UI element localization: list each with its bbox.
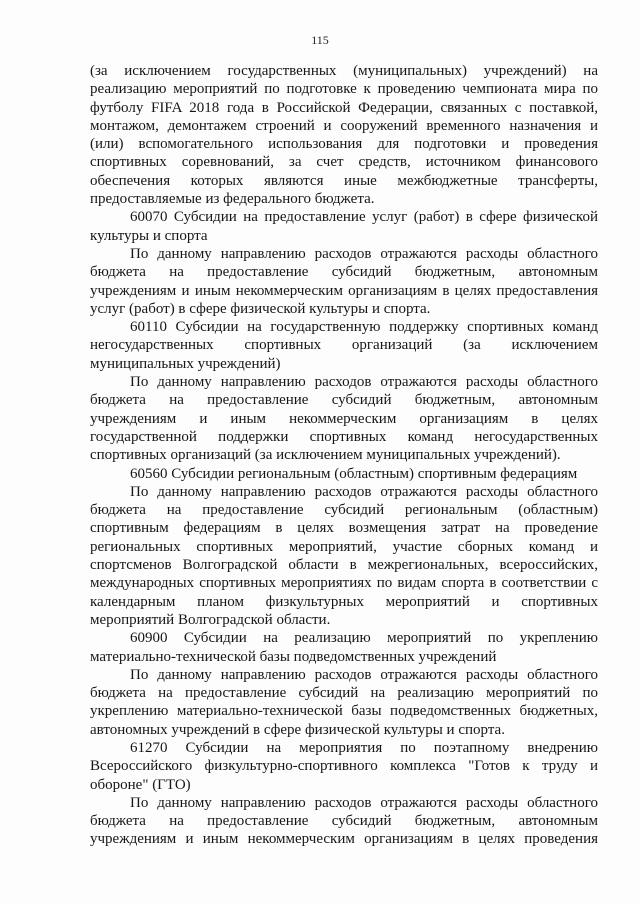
text-line: монтажом, демонтажем строений и сооружений временного назначения и: [90, 117, 598, 134]
text-line: По данному направлению расходов отражаются расходы областного: [130, 666, 598, 683]
text-line: бюджета на предоставление субсидий бюджетным, автономным: [90, 264, 598, 281]
text-line: государственной поддержки спортивных команд негосударственных: [90, 428, 598, 445]
text-line: (за исключением государственных (муниципальных) учреждений) на: [90, 63, 598, 79]
paragraph: [90, 666, 598, 739]
text-line: учреждениям и иным некоммерческим организациям в целях предоставления: [90, 282, 598, 299]
text-line: культуры и спорта: [90, 227, 208, 244]
text-line: календарным планом физкультурных мероприятий и спортивных: [90, 593, 598, 610]
paragraph: [90, 373, 598, 464]
text-line: обеспечения которых являются иные межбюджетные трансферты,: [90, 172, 598, 189]
text-line: учреждениям и иным некоммерческим организациям в целях проведения: [90, 831, 598, 848]
text-line: негосударственных спортивных организаций (за исключением: [90, 337, 598, 354]
text-line: автономных учреждений в сфере физической культуры и спорта.: [90, 721, 505, 738]
text-line: По данному направлению расходов отражаются расходы областного: [130, 794, 598, 811]
paragraph: [90, 245, 598, 318]
text-line: бюджета на предоставление субсидий на реализацию мероприятий по: [90, 685, 598, 702]
text-line: бюджета на предоставление субсидий бюджетным, автономным: [90, 392, 598, 409]
page-number: 115: [311, 33, 329, 47]
expense-code-heading: [90, 318, 598, 373]
text-line: футболу FIFA 2018 года в Российской Федерации, связанных с поставкой,: [90, 99, 598, 116]
text-line: муниципальных учреждений): [90, 355, 281, 372]
text-line: укреплению материально-технической базы подведомственных бюджетных,: [90, 703, 598, 720]
text-line: спортивных организаций (за исключением муниципальных учреждений).: [90, 447, 561, 464]
text-line: предоставляемые из федерального бюджета.: [90, 191, 375, 208]
text-line: 60560 Субсидии региональным (областным) спортивным федерациям: [130, 465, 578, 482]
expense-code-heading: [90, 465, 598, 483]
paragraph: [90, 62, 598, 208]
text-line: учреждениям и иным некоммерческим организациям в целях: [90, 410, 598, 427]
paragraph: [90, 483, 598, 629]
expense-code-heading: [90, 208, 598, 245]
expense-code-heading: [90, 629, 598, 666]
text-line: бюджета на предоставление субсидий бюджетным, автономным: [90, 813, 598, 830]
text-line: Всероссийского физкультурно-спортивного комплекса "Готов к труду и: [90, 758, 598, 775]
text-line: спортивным федерациям в целях возмещения затрат на проведение: [90, 520, 598, 537]
document-body: [90, 62, 598, 849]
text-line: услуг (работ) в сфере физической культуры и спорта.: [90, 300, 431, 317]
text-line: спортивных соревнований, за счет средств, источником финансового: [90, 154, 598, 171]
paragraph: [90, 794, 598, 849]
text-line: 60900 Субсидии на реализацию мероприятий по укреплению: [130, 630, 598, 647]
text-line: международных спортивных мероприятиях по видам спорта в соответствии с: [90, 575, 598, 592]
text-line: региональных спортивных мероприятий, участие сборных команд и: [90, 538, 598, 555]
text-line: материально-технической базы подведомственных учреждений: [90, 648, 497, 665]
text-line: обороне" (ГТО): [90, 776, 191, 793]
text-line: 61270 Субсидии на мероприятия по поэтапному внедрению: [130, 739, 598, 756]
text-line: По данному направлению расходов отражаются расходы областного: [130, 245, 598, 262]
expense-code-heading: [90, 739, 598, 794]
text-line: 60110 Субсидии на государственную поддержку спортивных команд: [130, 319, 598, 336]
text-line: бюджета на предоставление субсидий региональным (областным): [90, 502, 598, 519]
text-line: спортсменов Волгоградской области в межрегиональных, всероссийских,: [90, 557, 598, 574]
text-line: (или) вспомогательного использования для подготовки и проведения: [90, 136, 598, 153]
text-line: 60070 Субсидии на предоставление услуг (работ) в сфере физической: [130, 209, 598, 226]
text-line: По данному направлению расходов отражаются расходы областного: [130, 483, 598, 500]
text-line: мероприятий Волгоградской области.: [90, 611, 331, 628]
text-line: По данному направлению расходов отражаются расходы областного: [130, 374, 598, 391]
text-line: реализацию мероприятий по подготовке к проведению чемпионата мира по: [90, 81, 598, 98]
